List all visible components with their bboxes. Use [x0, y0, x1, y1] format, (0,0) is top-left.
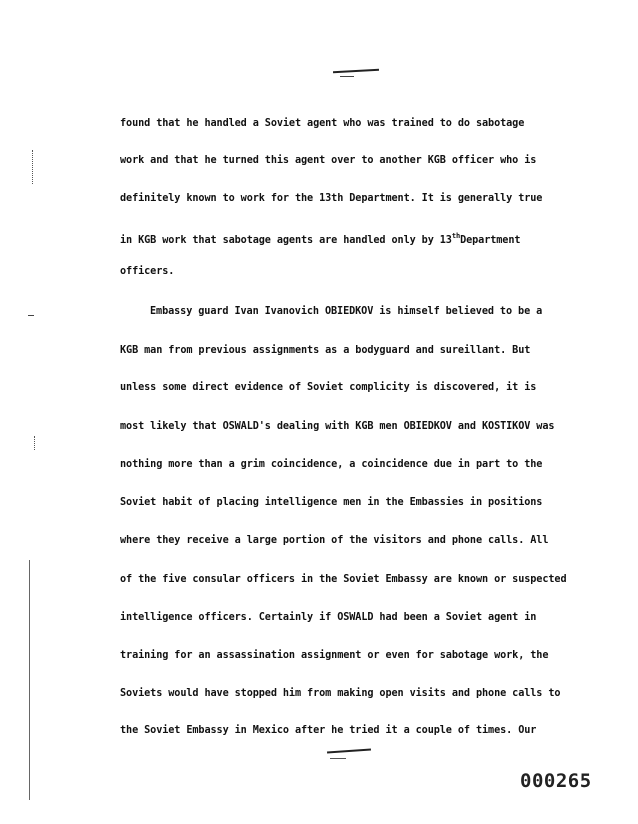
body-line: Embassy guard Ivan Ivanovich OBIEDKOV is himself believed to be a — [150, 306, 543, 317]
redaction-mark-bottom — [327, 748, 371, 753]
body-line: found that he handled a Soviet agent who was trained to do sabotage — [120, 118, 525, 129]
margin-tick — [28, 315, 34, 316]
body-line: the Soviet Embassy in Mexico after he tried it a couple of times. Our — [120, 725, 537, 736]
body-line: Soviets would have stopped him from making open visits and phone calls to — [120, 688, 561, 699]
redaction-mark-top — [333, 69, 379, 73]
body-line: training for an assassination assignment or even for sabotage work, the — [120, 650, 549, 661]
body-line: work and that he turned this agent over to another KGB officer who is — [120, 155, 537, 166]
body-line: officers. — [120, 266, 175, 277]
page-number: 000265 — [520, 770, 592, 792]
body-line: unless some direct evidence of Soviet complicity is discovered, it is — [120, 382, 537, 393]
redaction-mark-bottom-underline — [330, 758, 346, 759]
body-line: intelligence officers. Certainly if OSWALD had been a Soviet agent in — [120, 612, 537, 623]
body-line: definitely known to work for the 13th Department. It is generally true — [120, 193, 543, 204]
superscript-ordinal: th — [451, 232, 461, 240]
redaction-mark-top-underline — [340, 76, 354, 77]
body-line: Soviet habit of placing intelligence men in the Embassies in positions — [120, 497, 543, 508]
margin-edge-line — [29, 560, 30, 800]
body-line: KGB man from previous assignments as a bodyguard and sureillant. But — [120, 345, 531, 356]
margin-punch-mark — [32, 150, 47, 184]
body-line: of the five consular officers in the Soviet Embassy are known or suspected — [120, 574, 567, 585]
body-line: where they receive a large portion of the visitors and phone calls. All — [120, 535, 549, 546]
body-line: most likely that OSWALD's dealing with KGB men OBIEDKOV and KOSTIKOV was — [120, 421, 555, 432]
margin-punch-mark — [34, 436, 49, 450]
body-line: in KGB work that sabotage agents are handled only by 13thDepartment — [120, 232, 521, 246]
body-line: nothing more than a grim coincidence, a coincidence due in part to the — [120, 459, 543, 470]
